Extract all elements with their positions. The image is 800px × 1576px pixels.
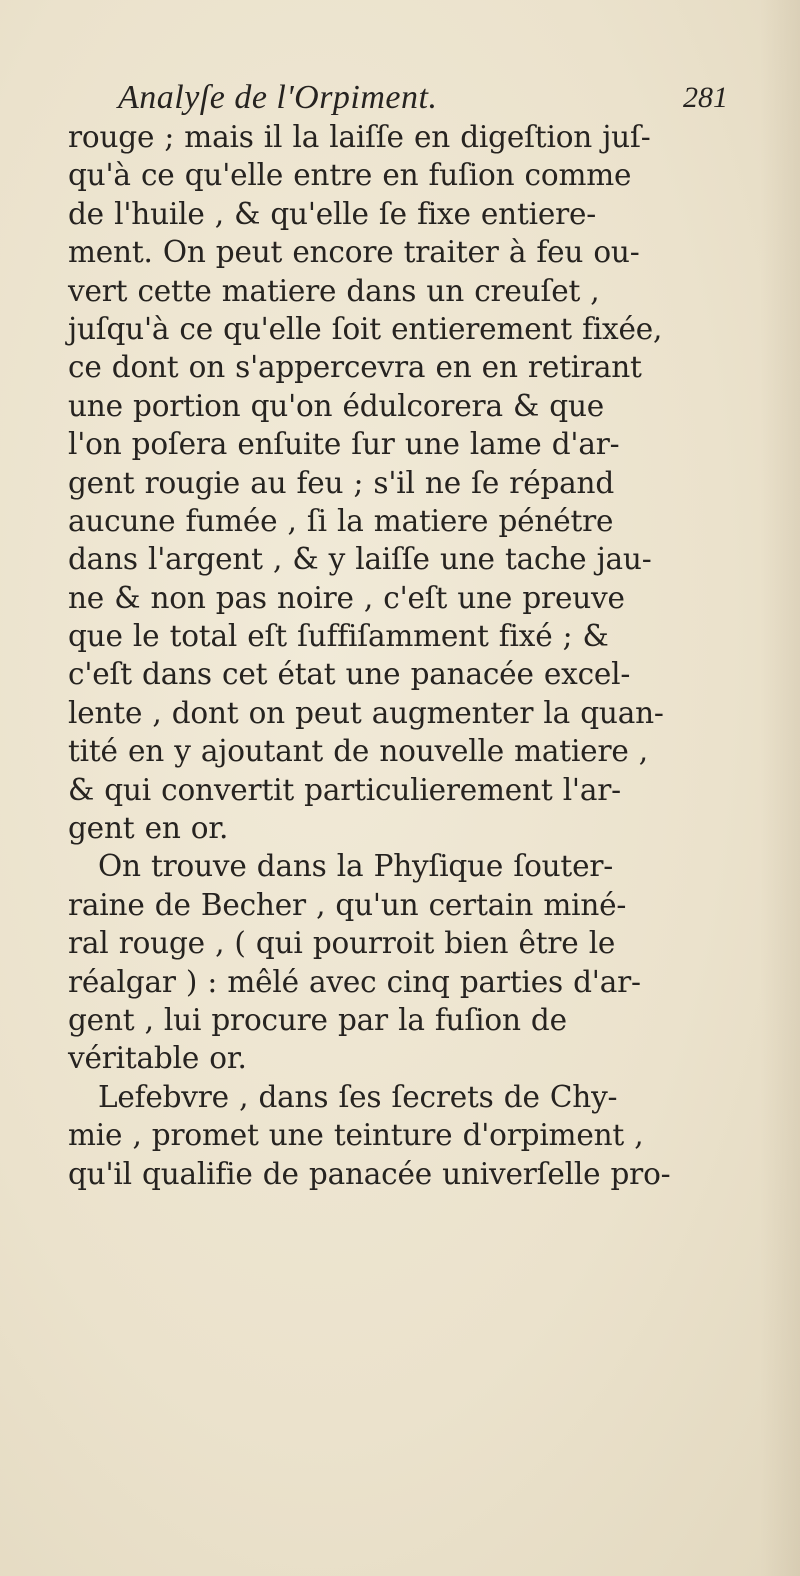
text-line: de l'huile , & qu'elle ſe fixe entiere- [68,196,597,231]
text-line: qu'il qualifie de panacée univerſelle pro- [68,1156,671,1191]
text-line: réalgar ) : mêlé avec cinq parties d'ar- [68,964,641,999]
text-line: ne & non pas noire , c'eſt une preuve [68,580,625,615]
text-line: On trouve dans la Phyſique ſouter- [98,849,614,884]
text-line: que le total eſt ſuffiſamment fixé ; & [68,619,609,654]
text-line: Lefebvre , dans ſes ſecrets de Chy- [98,1079,618,1114]
text-line: juſqu'à ce qu'elle ſoit entierement fixée, [68,311,663,346]
text-line: dans l'argent , & y laiſſe une tache jau- [68,542,652,577]
text-line: rouge ; mais il la laiſſe en digeſtion juſ- [68,120,651,154]
text-line: qu'à ce qu'elle entre en fuſion comme [68,158,632,193]
text-line: ce dont on s'appercevra en en retirant [68,350,642,385]
text-line: gent , lui procure par la fuſion de [68,1002,567,1037]
page-header [118,76,728,120]
text-line: tité en y ajoutant de nouvelle matiere , [68,734,648,769]
text-line: c'eſt dans cet état une panacée excel- [68,657,631,692]
text-line: ment. On peut encore traiter à feu ou- [68,235,640,270]
text-line: véritable or. [68,1041,247,1076]
text-line: gent en or. [68,811,229,846]
text-line: & qui convertit particulierement l'ar- [68,772,621,807]
text-line: mie , promet une teinture d'orpiment , [68,1118,644,1153]
text-line: l'on poſera enſuite ſur une lame d'ar- [68,427,620,462]
text-line: une portion qu'on édulcorera & que [68,388,604,423]
text-line: ral rouge , ( qui pourroit bien être le [68,926,616,961]
body-text [68,118,718,1193]
text-line: raine de Becher , qu'un certain miné- [68,887,627,922]
text-line: gent rougie au feu ; s'il ne ſe répand [68,465,615,500]
page-number: 281 [683,81,728,114]
running-head: Analyſe de l'Orpiment. [118,79,438,116]
page-edge-shading [760,0,800,1576]
text-line: aucune fumée , ſi la matiere pénétre [68,503,614,538]
text-line: lente , dont on peut augmenter la quan- [68,695,664,730]
text-line: vert cette matiere dans un creuſet , [68,273,600,308]
